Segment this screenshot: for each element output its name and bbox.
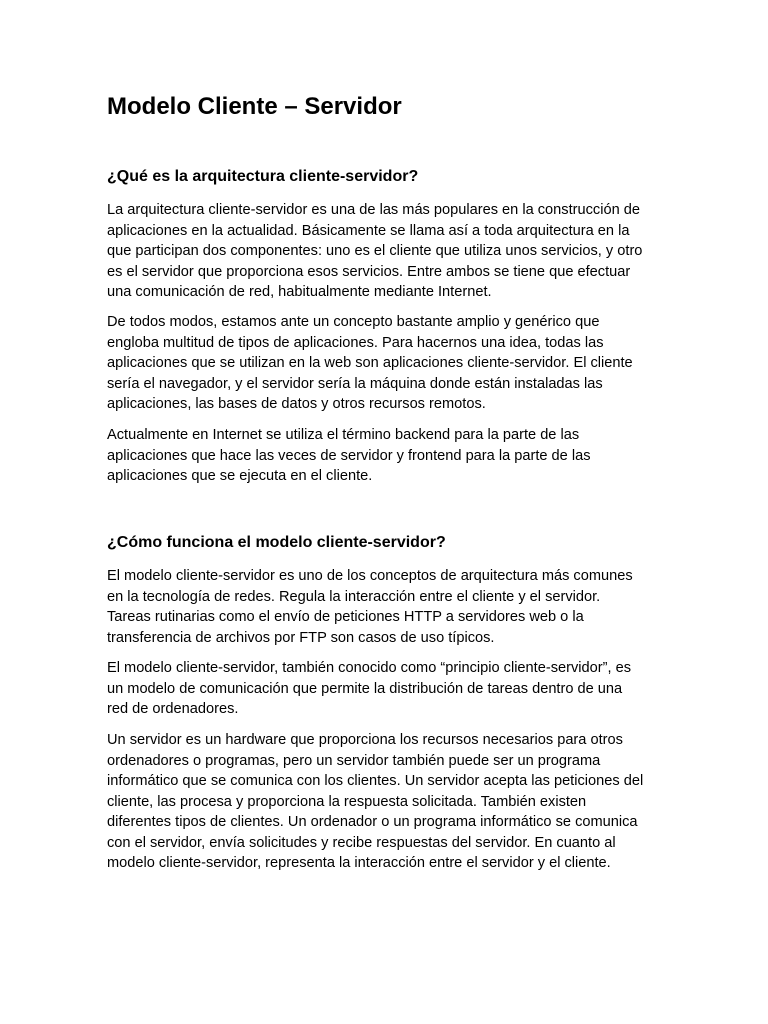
text-line: informático que se comunica con los clientes. Un servidor acepta las peticiones del: [107, 773, 644, 789]
text-line: aplicaciones que se ejecuta en el cliente.: [107, 468, 373, 484]
text-line: ordenadores o programas, pero un servidor también puede ser un programa: [107, 752, 601, 769]
text-line: aplicaciones, las bases de datos y otros recursos remotos.: [107, 396, 486, 412]
section-heading-how-it-works: ¿Cómo funciona el modelo cliente-servidor?: [107, 534, 446, 551]
paragraph: [107, 730, 643, 874]
text-line: diferentes tipos de clientes. Un ordenador o un programa informático se comunica: [107, 814, 638, 830]
text-line: en la tecnología de redes. Regula la interacción entre el cliente y el servidor.: [107, 588, 601, 605]
section-heading-what-is: ¿Qué es la arquitectura cliente-servidor?: [107, 168, 419, 185]
paragraph: [107, 200, 642, 303]
text-line: un modelo de comunicación que permite la distribución de tareas dentro de una: [107, 680, 623, 697]
text-line: Actualmente en Internet se utiliza el término backend para la parte de las: [107, 427, 580, 443]
text-line: sería el navegador, y el servidor sería la máquina donde están instaladas las: [107, 375, 603, 392]
text-line: La arquitectura cliente-servidor es una de las más populares en la construcción de: [107, 202, 640, 218]
text-line: Tareas rutinarias como el envío de peticiones HTTP a servidores web o la: [107, 609, 584, 625]
text-line: que participan dos componentes: uno es el cliente que utiliza unos servicios, y otro: [107, 243, 643, 259]
paragraph: [107, 312, 633, 415]
text-line: El modelo cliente-servidor es uno de los conceptos de arquitectura más comunes: [107, 568, 633, 584]
text-line: con el servidor, envía solicitudes y recibe respuestas del servidor. En cuanto al: [107, 834, 616, 851]
paragraph: [107, 425, 591, 487]
document-title: Modelo Cliente – Servidor: [107, 93, 402, 120]
text-line: modelo cliente-servidor, representa la interacción entre el servidor y el cliente.: [107, 855, 611, 871]
text-line: transferencia de archivos por FTP son casos de uso típicos.: [107, 629, 495, 646]
paragraph: [107, 566, 633, 648]
text-line: aplicaciones que hace las veces de servidor y frontend para la parte de las: [107, 447, 591, 464]
text-line: aplicaciones que se utilizan en la web son aplicaciones cliente-servidor. El cliente: [107, 355, 633, 371]
text-line: El modelo cliente-servidor, también conocido como “principio cliente-servidor”, es: [107, 660, 631, 676]
paragraph: [107, 658, 631, 720]
text-line: engloba multitud de tipos de aplicaciones. Para hacernos una idea, todas las: [107, 334, 604, 351]
text-line: es el servidor que proporciona esos servicios. Entre ambos se tiene que efectuar: [107, 263, 631, 280]
text-line: cliente, las procesa y proporciona la respuesta solicitada. También existen: [107, 793, 587, 810]
text-line: una comunicación de red, habitualmente mediante Internet.: [107, 284, 492, 300]
text-line: aplicaciones en la actualidad. Básicamente se llama así a toda arquitectura en la: [107, 222, 630, 239]
text-line: Un servidor es un hardware que proporciona los recursos necesarios para otros: [107, 732, 623, 748]
text-line: De todos modos, estamos ante un concepto bastante amplio y genérico que: [107, 314, 600, 330]
text-line: red de ordenadores.: [107, 701, 239, 717]
